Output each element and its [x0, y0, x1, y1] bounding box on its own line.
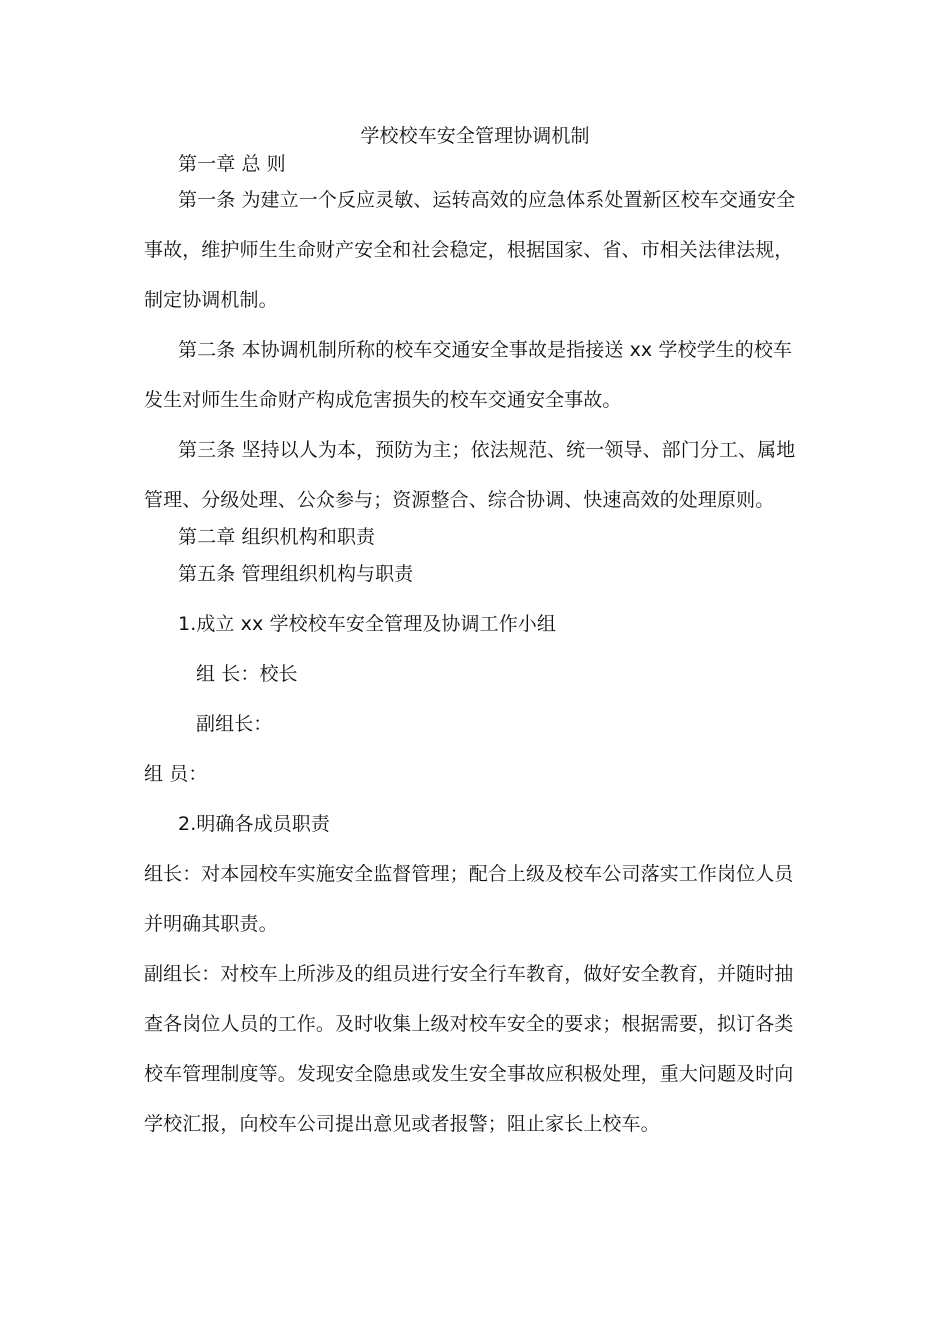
paragraph-line: 查各岗位人员的工作。及时收集上级对校车安全的要求；根据需要，拟订各类: [144, 1013, 794, 1035]
member-line: 副组长：: [196, 713, 273, 735]
paragraph-line: 第一条 为建立一个反应灵敏、运转高效的应急体系处置新区校车交通安全: [178, 189, 796, 211]
chapter-heading: 第二章 组织机构和职责: [178, 526, 376, 548]
document-title: 学校校车安全管理协调机制: [360, 125, 590, 147]
paragraph-line: 并明确其职责。: [144, 913, 278, 935]
article-heading: 第五条 管理组织机构与职责: [178, 563, 414, 585]
paragraph-line: 制定协调机制。: [144, 289, 278, 311]
member-line: 组 员：: [144, 763, 208, 785]
list-item: 1.成立 xx 学校校车安全管理及协调工作小组: [178, 613, 556, 635]
paragraph-line: 学校汇报，向校车公司提出意见或者报警；阻止家长上校车。: [144, 1113, 660, 1135]
list-item: 2.明确各成员职责: [178, 813, 331, 835]
paragraph-line: 第二条 本协调机制所称的校车交通安全事故是指接送 xx 学校学生的校车: [178, 339, 793, 361]
paragraph-line: 第三条 坚持以人为本，预防为主；依法规范、统一领导、部门分工、属地: [178, 439, 796, 461]
member-line: 组 长：校长: [196, 663, 298, 685]
chapter-heading: 第一章 总 则: [178, 153, 286, 175]
paragraph-line: 事故，维护师生生命财产安全和社会稳定，根据国家、省、市相关法律法规，: [144, 239, 794, 261]
paragraph-line: 校车管理制度等。发现安全隐患或发生安全事故应积极处理，重大问题及时向: [144, 1063, 794, 1085]
paragraph-line: 管理、分级处理、公众参与；资源整合、综合协调、快速高效的处理原则。: [144, 489, 775, 511]
paragraph-line: 副组长：对校车上所涉及的组员进行安全行车教育，做好安全教育，并随时抽: [144, 963, 794, 985]
paragraph-line: 组长：对本园校车实施安全监督管理；配合上级及校车公司落实工作岗位人员: [144, 863, 794, 885]
paragraph-line: 发生对师生生命财产构成危害损失的校车交通安全事故。: [144, 389, 622, 411]
